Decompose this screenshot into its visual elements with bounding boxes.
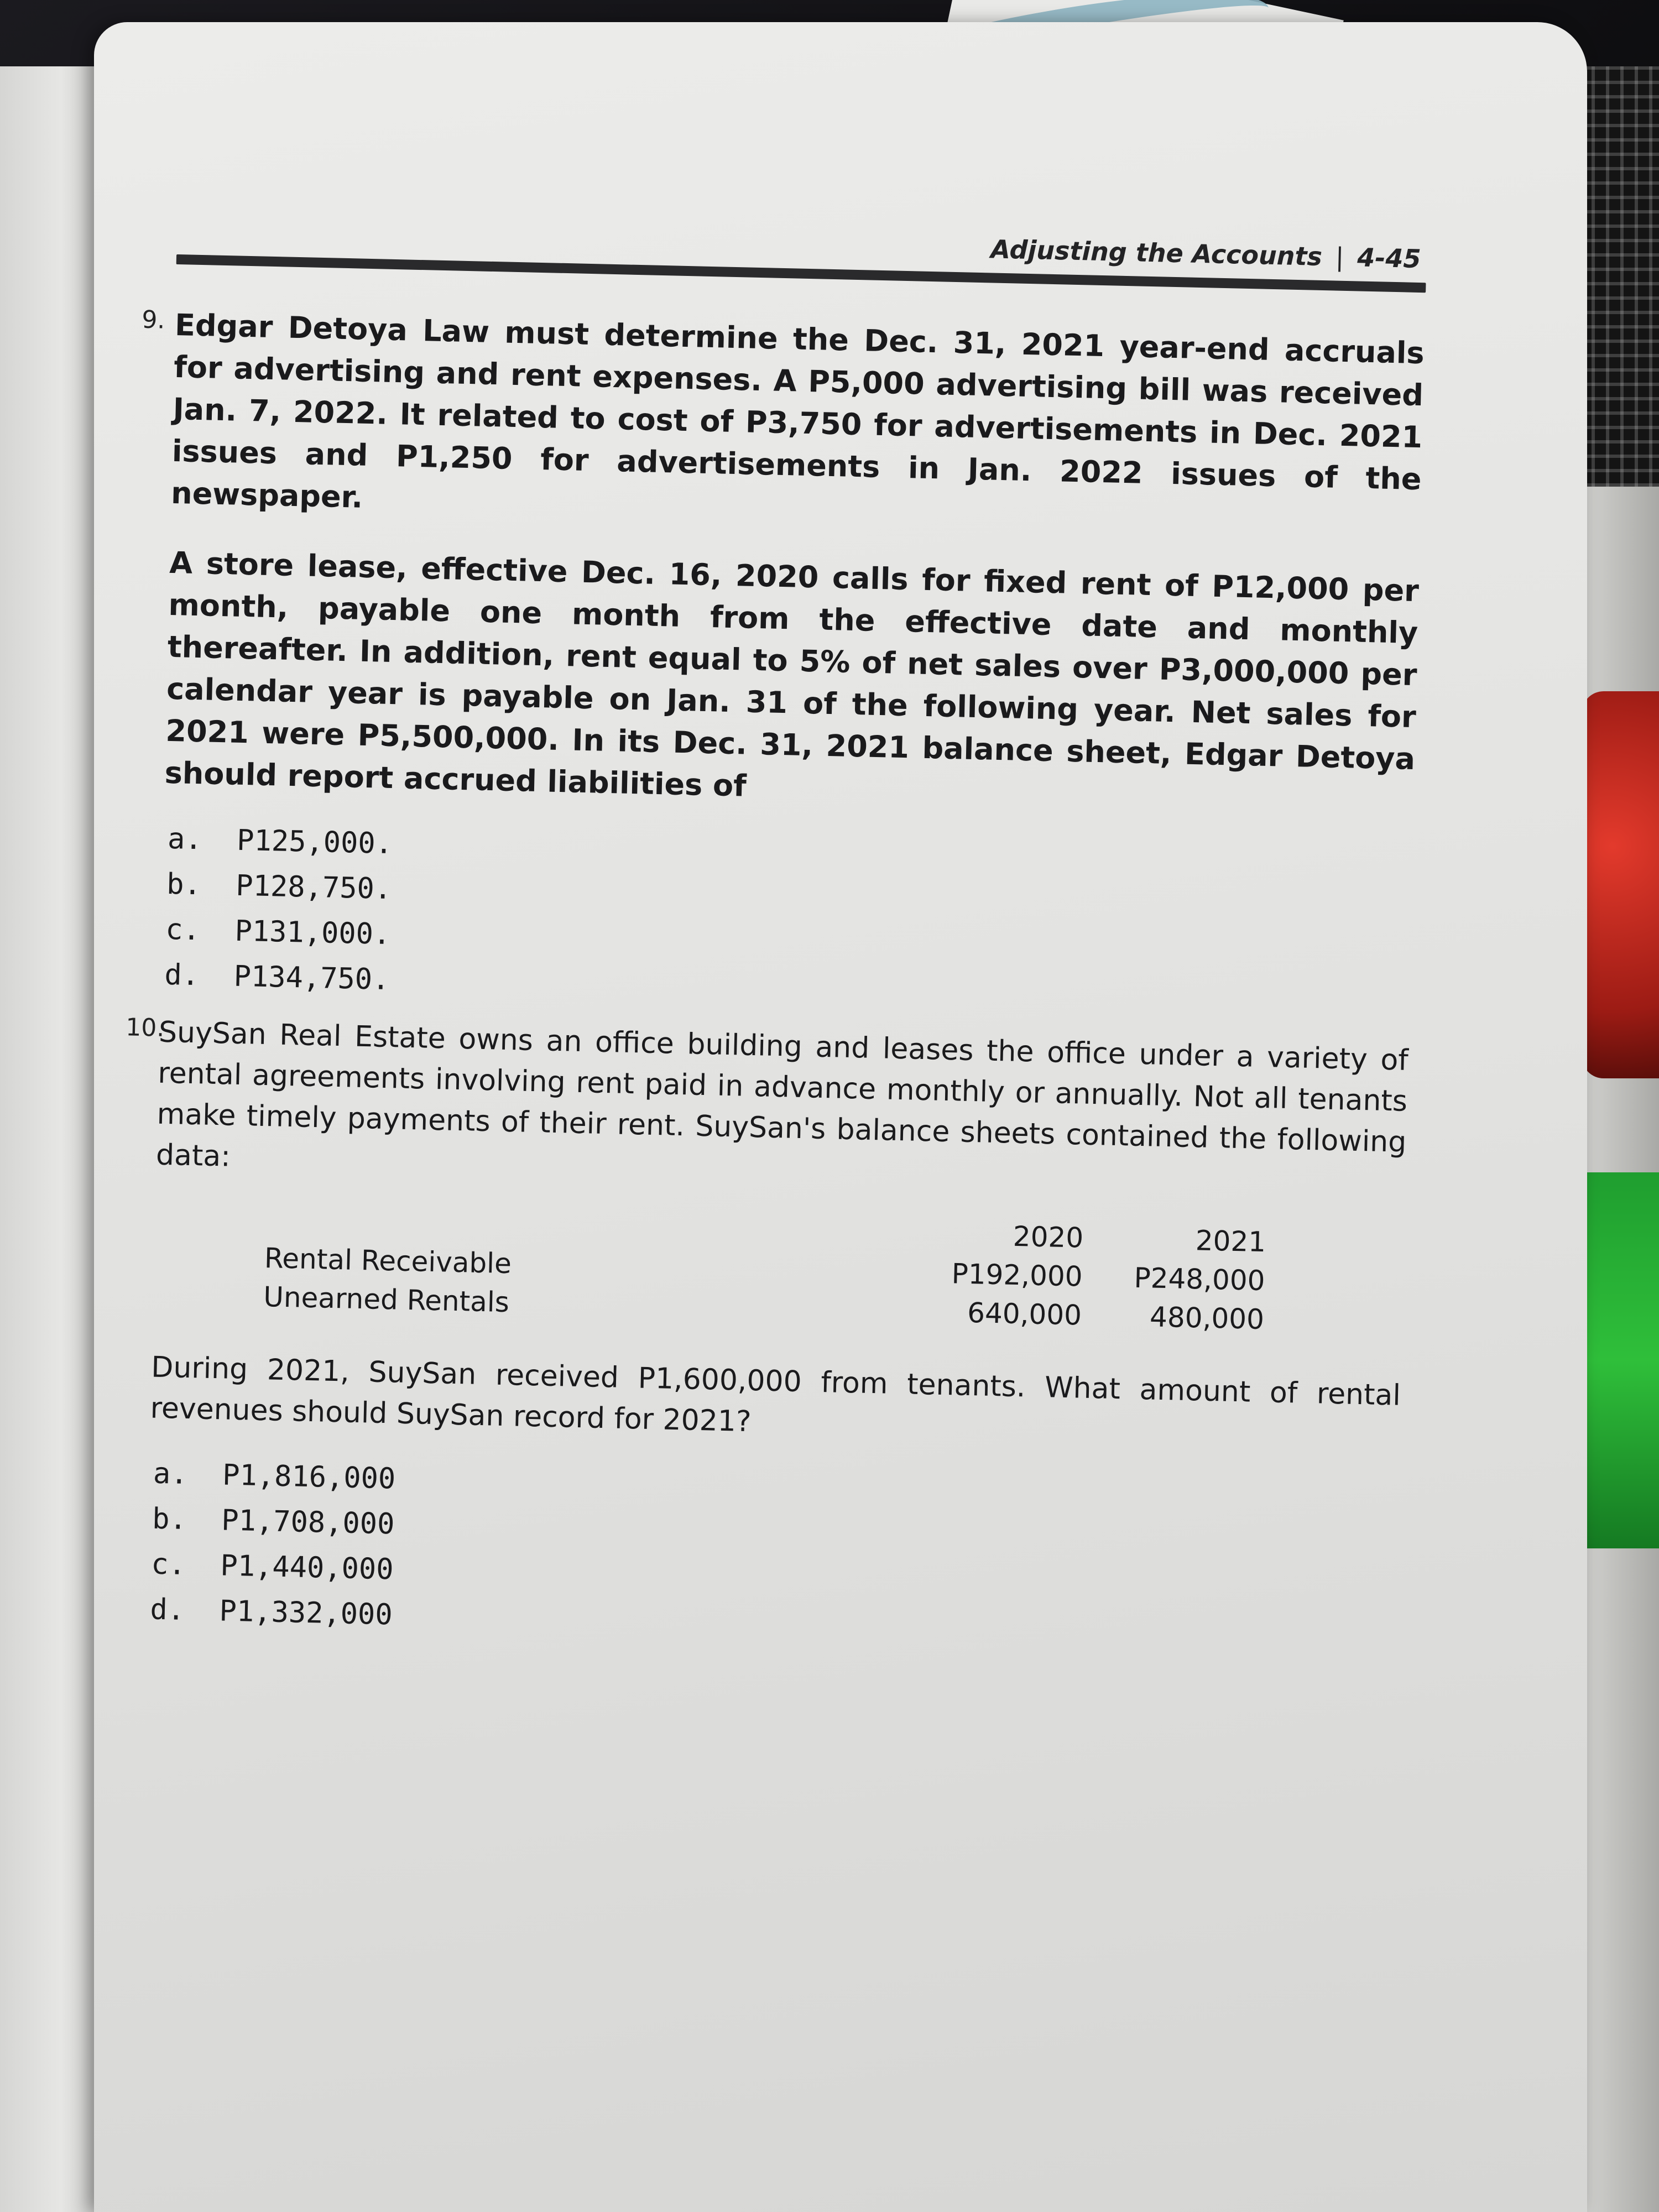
balance-sheet-table xyxy=(263,1200,1266,1339)
answer-choice: d. P1,332,000 xyxy=(149,1593,393,1632)
chapter-title: Adjusting the Accounts xyxy=(990,234,1323,272)
question-number: 9. xyxy=(141,305,165,335)
answer-choice: b. P1,708,000 xyxy=(152,1502,395,1541)
question-10 xyxy=(125,1012,1409,1661)
question-paragraph: SuySan Real Estate owns an office building and leases the office under a variety of rental agreements involving rent paid in advance monthly or annually. Not all tenants make timely payments of their rent. SuySan's balance sheets contained the following data: xyxy=(155,1015,1409,1173)
page-content xyxy=(125,232,1426,1632)
header-separator: | xyxy=(1335,242,1345,272)
answer-choices xyxy=(145,1451,1399,1660)
answer-choice: a. P1,816,000 xyxy=(153,1457,396,1496)
green-object xyxy=(1576,1172,1659,1548)
book-page xyxy=(94,22,1587,2212)
cell-value: 480,000 xyxy=(1149,1301,1265,1336)
answer-choice: d. P134,750. xyxy=(164,958,390,997)
question-follow-up: During 2021, SuySan received P1,600,000 from tenants. What amount of rental revenues should SuySan record for 2021? xyxy=(150,1350,1401,1439)
answer-choices xyxy=(160,816,1413,1026)
question-paragraph: Edgar Detoya Law must determine the Dec. 31, 2021 year-end accruals for advertising and rent expenses. A P5,000 advertising bill was received Jan. 7, 2022. It related to cost of P3,750 for advertisements in Dec. 2021 issues and P1,250 for advertisements in Jan. 2022 issues of the newspaper. xyxy=(170,307,1425,515)
answer-choice: c. P131,000. xyxy=(165,912,391,952)
answer-choice: a. P125,000. xyxy=(167,822,393,861)
question-number: 10. xyxy=(125,1013,165,1042)
answer-choice: b. P128,750. xyxy=(166,867,392,906)
question-paragraph: A store lease, effective Dec. 16, 2020 calls for fixed rent of P12,000 per month, payable one month from the effective date and monthly thereafter. In addition, rent equal to 5% of net sales over P3,000,000 per calendar year is payable on Jan. 31 of the following year. Net sales for 2021 were P5,500,000. In its Dec. 31, 2021 balance sheet, Edgar Detoya should report accrued liabilities of xyxy=(164,545,1420,804)
answer-choice: c. P1,440,000 xyxy=(150,1547,394,1587)
running-header xyxy=(990,234,1421,274)
red-object xyxy=(1582,691,1659,1078)
cell-value: P192,000 xyxy=(951,1258,1083,1293)
cell-value: P248,000 xyxy=(1133,1261,1266,1297)
cell-value: 640,000 xyxy=(967,1296,1082,1332)
column-header: 2020 xyxy=(1013,1220,1084,1254)
column-header: 2021 xyxy=(1195,1224,1266,1259)
row-label: Unearned Rentals xyxy=(263,1281,510,1319)
question-9 xyxy=(141,304,1425,1026)
row-label: Rental Receivable xyxy=(264,1242,512,1280)
page-number: 4-45 xyxy=(1357,242,1422,274)
